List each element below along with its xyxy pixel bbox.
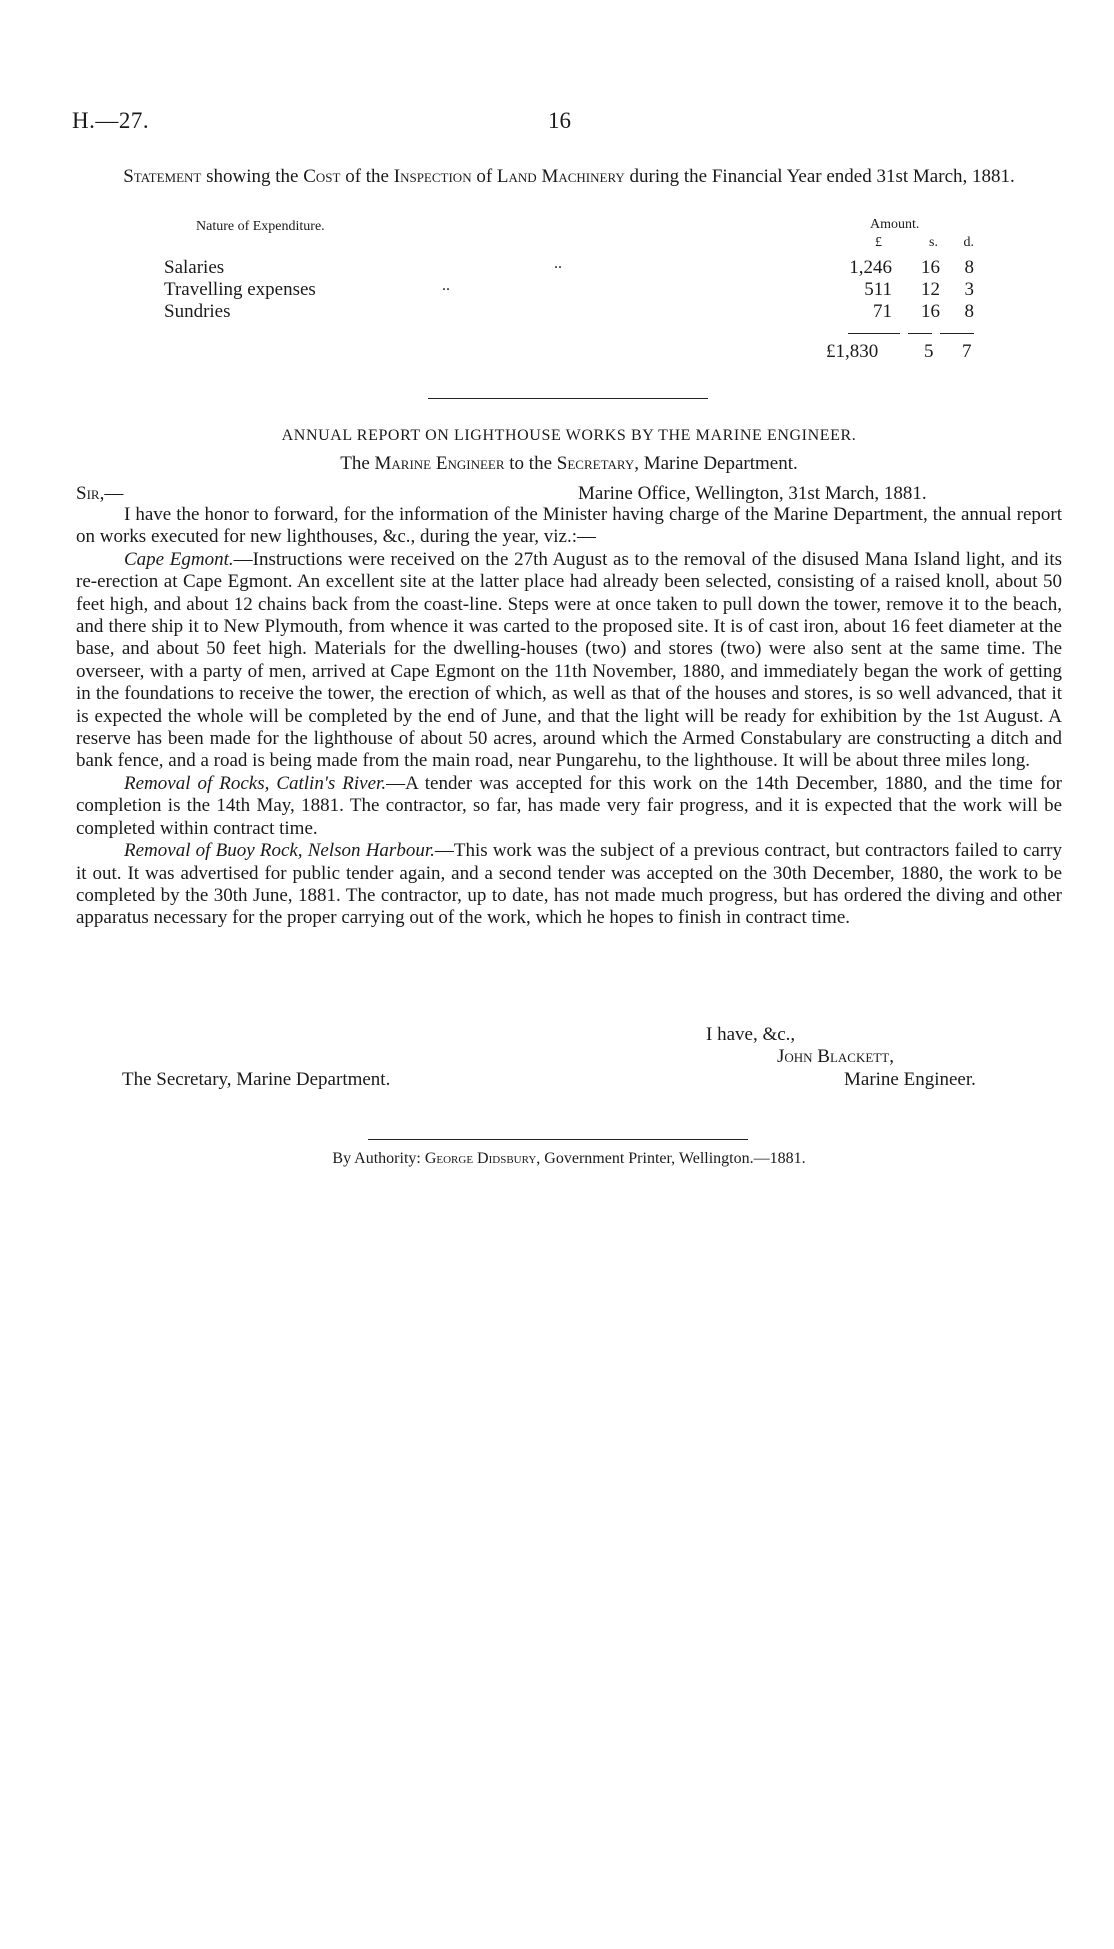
statement-title-part: showing the <box>201 166 304 187</box>
report-subtitle <box>76 453 1062 475</box>
statement-title-part: Cost <box>303 166 341 187</box>
expenditure-row <box>164 279 974 301</box>
printer-name: George Didsbury <box>424 1150 537 1167</box>
paragraph-heading: Cape Egmont. <box>124 548 234 570</box>
salutation: Sir,— <box>76 483 124 504</box>
pence-column-header: d. <box>963 235 974 250</box>
amount-shillings: 16 <box>921 301 940 322</box>
imprint-suffix: , Government Printer, Wellington.—1881. <box>536 1150 806 1167</box>
expenditure-label: Sundries <box>164 301 231 322</box>
pounds-column-header: £ <box>875 235 882 250</box>
amount-pence: 8 <box>964 257 974 278</box>
amount-shillings: 12 <box>921 279 940 300</box>
page-number: 16 <box>548 108 571 133</box>
shillings-column-header: s. <box>929 235 938 250</box>
paragraph-text: —Instructions were received on the 27th August as to the removal of the disused Mana Island light, and its re-erection at Cape Egmont. An excellent site at the latter place had already been selected, consisting of a raised knoll, about 50 feet high, and about 12 chains back from the coast-line. Steps were at once taken to pull down the tower, remove it to the beach, and there ship it to New Plymouth, from whence it was carted to the proposed site. It is of cast iron, about 16 feet diameter at the base, and about 50 feet high. Materials for the dwelling-houses (two) and stores (two) were also sent at the same time. The overseer, with a party of men, arrived at Cape Egmont on the 11th November, 1880, and immediately began the work of getting in the foundations to receive the tower, the erection of which, as well as that of the houses and stores, is so well advanced, that it is expected the whole will be completed by the end of June, and that the light will be ready for exhibition by the 1st August. A reserve has been made for the lighthouse of about 50 acres, around which the Armed Constabulary are constructing a ditch and bank fence, and a road is being made from the main road, near Pungarehu, to the lighthouse. It will be about three miles long. <box>76 548 1062 772</box>
statement-title-part: during the Financial Year ended 31st March, 1881. <box>624 166 1015 187</box>
expenditure-label: Travelling expenses <box>164 279 316 300</box>
footer-divider <box>368 1139 748 1140</box>
closing-line: I have, &c., <box>706 1024 796 1045</box>
intro-paragraph: I have the honor to forward, for the information of the Minister having charge of the Marine Department, the annual report on works executed for new lighthouses, &c., during the year, viz.:— <box>76 504 1062 548</box>
amount-pence: 8 <box>964 301 974 322</box>
paragraph-text: —A tender was accepted for this work on the 14th December, 1880, and the time for completion is the 14th May, 1881. The contractor, so far, has made very fair progress, and it is expected that the work will be completed within contract time. <box>76 772 1063 839</box>
report-body <box>76 504 1062 930</box>
nature-column-header: Nature of Expenditure. <box>196 219 325 234</box>
total-pounds: £1,830 <box>826 341 879 362</box>
statement-title-part: of the <box>340 166 394 187</box>
report-subtitle-part: , Marine Department. <box>634 453 798 474</box>
amount-column-header: Amount. <box>870 217 920 232</box>
report-subtitle-part: to the <box>504 453 557 474</box>
catlins-river-paragraph <box>76 773 1062 840</box>
section-divider <box>428 398 708 399</box>
buoy-rock-paragraph <box>76 840 1062 930</box>
report-subtitle-part: Secretary <box>556 453 635 474</box>
paragraph-heading: Removal of Rocks, Catlin's River. <box>124 772 387 794</box>
statement-title-part: Inspection <box>393 166 472 187</box>
statement-title-part: Statement <box>123 166 202 187</box>
expenditure-row <box>164 257 974 279</box>
leader-dots: .. <box>554 255 562 272</box>
signatory-title: Marine Engineer. <box>844 1069 976 1090</box>
report-subtitle-part: Marine Engineer <box>374 453 505 474</box>
statement-title-part: Land Machinery <box>496 166 625 187</box>
amount-shillings: 16 <box>921 257 940 278</box>
total-pence: 7 <box>962 341 972 362</box>
document-reference: H.—27. <box>72 108 150 133</box>
cape-egmont-paragraph <box>76 549 1062 773</box>
statement-title-part: of <box>471 166 497 187</box>
addressee: The Secretary, Marine Department. <box>122 1069 391 1090</box>
amount-pence: 3 <box>964 279 974 300</box>
paragraph-text: —This work was the subject of a previous contract, but contractors failed to carry it out. It was advertised for public tender again, and a second tender was accepted on the 30th December, 1880, the work to be completed by the 30th June, 1881. The contractor, up to date, has not made much progress, but has ordered the diving and other apparatus necessary for the proper carrying out of the work, which he hopes to finish in contract time. <box>76 840 1062 929</box>
sum-rule <box>908 333 932 334</box>
total-shillings: 5 <box>924 341 934 362</box>
amount-pounds: 1,246 <box>849 257 892 278</box>
signatory-name: John Blackett, <box>777 1046 894 1067</box>
report-title: ANNUAL REPORT ON LIGHTHOUSE WORKS BY THE MARINE ENGINEER. <box>281 427 857 444</box>
amount-pounds: 511 <box>864 279 892 300</box>
expenditure-row <box>164 301 974 323</box>
sum-rule <box>848 333 900 334</box>
expenditure-label: Salaries <box>164 257 225 278</box>
office-dateline: Marine Office, Wellington, 31st March, 1881. <box>578 483 927 504</box>
imprint-prefix: By Authority: <box>332 1150 425 1167</box>
sum-rule <box>940 333 974 334</box>
paragraph-heading: Removal of Buoy Rock, Nelson Harbour. <box>124 840 435 862</box>
amount-pounds: 71 <box>873 301 892 322</box>
statement-title <box>76 166 1062 188</box>
leader-dots: .. <box>442 277 450 294</box>
report-subtitle-part: The <box>340 453 375 474</box>
printer-imprint <box>76 1150 1062 1168</box>
